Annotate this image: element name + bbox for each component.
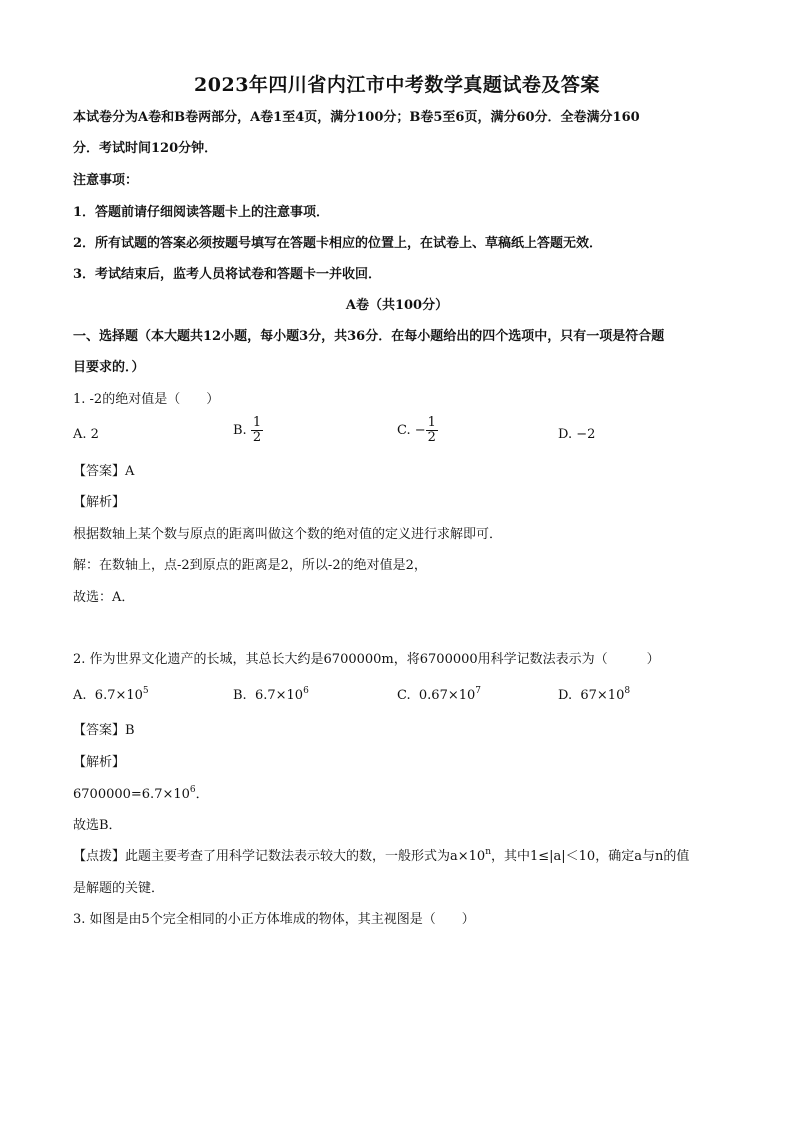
note-item: 2．所有试题的答案必须按题号填写在答题卡相应的位置上，在试卷上、草稿纸上答题无效． [73,236,603,251]
q2-option-d: D. $67\times 10^8$ [558,686,631,703]
part1-heading-line-2: 目要求的．） [73,360,145,375]
q1-analysis-heading: 【解析】 [73,495,126,510]
q2-conclusion: 故选B． [73,818,122,833]
section-a-heading: A卷（共100分） [345,298,449,313]
fraction: $\frac{1}{2}$ [252,415,262,445]
q2-analysis-text: $6700000=6.7\times 10^6$． [73,785,209,802]
q2-analysis-heading: 【解析】 [73,755,126,770]
q1-option-b: B. $\frac{1}{2}$ [233,415,262,445]
page-title: 2023年四川省内江市中考数学真题试卷及答案 [194,74,600,96]
q1-option-c: C. − $\frac{1}{2}$ [397,415,436,445]
q1-stem: 1. -2的绝对值是（ ） [73,392,220,407]
q1-solution-text: 解：在数轴上，点-2到原点的距离是2，所以-2的绝对值是2， [73,558,427,573]
q1-answer: 【答案】A [73,464,135,479]
q1-option-a: A. 2 [73,427,99,442]
q2-tip-line-1: 【点拨】此题主要考查了用科学记数法表示较大的数，一般形式为$a\times 10^n$，其中1≤|a|＜10，确定a与n的值 [73,847,690,864]
q2-option-b: B. $6.7\times 10^6$ [233,686,309,703]
notes-heading: 注意事项： [73,173,139,188]
q1-conclusion: 故选：A． [73,590,135,605]
intro-line-1: 本试卷分为A卷和B卷两部分，A卷1至4页，满分100分；B卷5至6页，满分60分．全卷满分160 [73,110,640,125]
q2-answer: 【答案】B [73,723,135,738]
q3-stem: 3. 如图是由5个完全相同的小正方体堆成的物体，其主视图是（ ） [73,912,475,927]
q2-option-c: C. $0.67\times 10^7$ [397,686,482,703]
part1-heading-line-1: 一、选择题（本大题共12小题，每小题3分，共36分．在每小题给出的四个选项中，只有一项是符合题 [73,329,665,344]
q1-option-d: D. −2 [558,427,596,442]
note-item: 1．答题前请仔细阅读答题卡上的注意事项． [73,205,330,220]
fraction: $\frac{1}{2}$ [427,415,436,445]
q2-tip-line-2: 是解题的关键． [73,881,165,896]
q2-stem: 2. 作为世界文化遗产的长城，其总长大约是6700000m，将6700000用科学记数法表示为（ ） [73,652,660,667]
note-item: 3．考试结束后，监考人员将试卷和答题卡一并收回． [73,267,382,282]
q1-analysis-text: 根据数轴上某个数与原点的距离叫做这个数的绝对值的定义进行求解即可． [73,527,503,542]
intro-line-2: 分．考试时间120分钟． [73,141,218,156]
q2-option-a: A. $6.7\times 10^5$ [73,686,149,703]
